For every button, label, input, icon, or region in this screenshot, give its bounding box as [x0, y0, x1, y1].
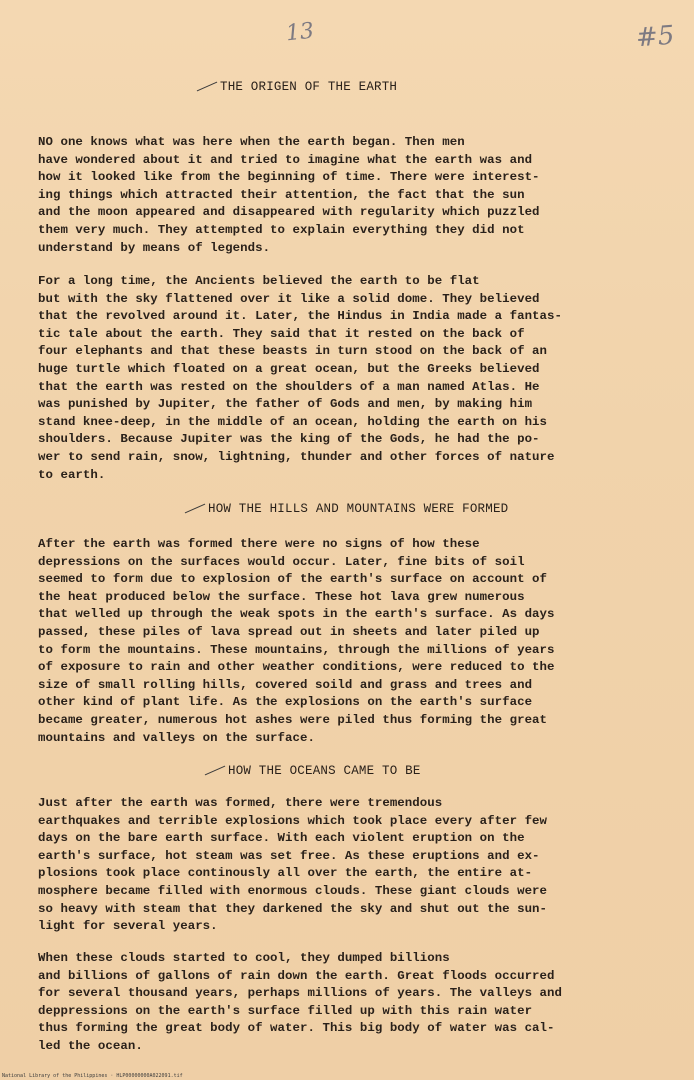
text-line: days on the bare earth surface. With each violent eruption on the	[38, 831, 525, 846]
text-line: NO one knows what was here when the earth began. Then men	[38, 135, 465, 149]
text-line: deppressions on the earth's surface filled up with this rain water	[38, 1003, 533, 1018]
text-line: was punished by Jupiter, the father of Gods and men, by making him	[38, 397, 533, 412]
text-line: for several thousand years, perhaps millions of years. The valleys and	[38, 986, 562, 1001]
text-line: passed, these piles of lava spread out in sheets and later piled up	[38, 624, 540, 639]
pencil-tick-mark	[197, 82, 218, 92]
text-line: depressions on the surfaces would occur. Later, fine bits of soil	[38, 554, 525, 569]
text-line: earthquakes and terrible explosions which took place every after few	[38, 813, 548, 828]
section-heading-hills	[184, 502, 508, 516]
text-line: plosions took place continously all over the earth, the entire at-	[38, 866, 533, 881]
text-line: that the earth was rested on the shoulders of a man named Atlas. He	[38, 379, 540, 394]
text-line: but with the sky flattened over it like a solid dome. They believed	[38, 291, 540, 306]
text-line: light for several years.	[38, 919, 218, 934]
text-line: For a long time, the Ancients believed the earth to be flat	[38, 274, 480, 288]
paragraph-ancient-beliefs	[38, 273, 650, 484]
text-line: so heavy with steam that they darkened the sky and shut out the sun-	[38, 901, 548, 916]
text-line: them very much. They attempted to explain everything they did not	[38, 222, 525, 237]
text-line: that welled up through the weak spots in the earth's surface. As days	[38, 607, 555, 622]
text-line: led the ocean.	[38, 1038, 143, 1053]
text-line: mosphere became filled with enormous clouds. These giant clouds were	[38, 883, 548, 898]
text-line: other kind of plant life. As the explosions on the earth's surface	[38, 695, 533, 710]
section-heading-hills-text: HOW THE HILLS AND MOUNTAINS WERE FORMED	[208, 502, 509, 516]
text-line: understand by means of legends.	[38, 240, 271, 255]
paragraph-hills-mountains	[38, 536, 650, 747]
text-line: huge turtle which floated on a great ocean, but the Greeks believed	[38, 361, 540, 376]
text-line: the heat produced below the surface. These hot lava grew numerous	[38, 589, 525, 604]
title-heading	[196, 80, 397, 94]
text-line: to earth.	[38, 467, 106, 482]
text-line: of exposure to rain and other weather conditions, were reduced to the	[38, 660, 555, 675]
text-line: seemed to form due to explosion of the earth's surface on account of	[38, 572, 548, 587]
text-line: tic tale about the earth. They said that it rested on the back of	[38, 326, 525, 341]
section-heading-oceans-text: HOW THE OCEANS CAME TO BE	[228, 764, 421, 778]
text-line: When these clouds started to cool, they dumped billions	[38, 951, 450, 965]
text-line: how it looked like from the beginning of time. There were interest-	[38, 170, 540, 185]
text-line: became greater, numerous hot ashes were piled thus forming the great	[38, 712, 548, 727]
text-line: After the earth was formed there were no signs of how these	[38, 537, 480, 551]
text-line: stand knee-deep, in the middle of an ocean, holding the earth on his	[38, 414, 548, 429]
pencil-tick-mark	[185, 504, 206, 514]
title-heading-text: THE ORIGEN OF THE EARTH	[220, 80, 398, 94]
text-line: to form the mountains. These mountains, through the millions of years	[38, 642, 555, 657]
text-line: shoulders. Because Jupiter was the king of the Gods, he had the po-	[38, 432, 540, 447]
paragraph-oceans-formation	[38, 795, 650, 936]
text-line: have wondered about it and tried to imagine what the earth was and	[38, 152, 533, 167]
paragraph-origin-intro	[38, 134, 650, 257]
text-line: four elephants and that these beasts in turn stood on the back of an	[38, 344, 548, 359]
text-line: mountains and valleys on the surface.	[38, 730, 315, 745]
text-line: Just after the earth was formed, there were tremendous	[38, 796, 443, 810]
archive-footer: National Library of the Philippines · HLP00000000A022091.tif	[2, 1073, 183, 1079]
text-line: size of small rolling hills, covered soild and grass and trees and	[38, 677, 533, 692]
paragraph-clouds-rain	[38, 950, 650, 1056]
text-line: thus forming the great body of water. This big body of water was cal-	[38, 1021, 555, 1036]
text-line: and billions of gallons of rain down the earth. Great floods occurred	[38, 968, 555, 983]
text-line: that the revolved around it. Later, the Hindus in India made a fantas-	[38, 309, 562, 324]
handwritten-corner-mark: #5	[635, 20, 676, 54]
text-line: ing things which attracted their attention, the fact that the sun	[38, 187, 525, 202]
section-heading-oceans	[204, 764, 421, 778]
text-line: earth's surface, hot steam was set free. As these eruptions and ex-	[38, 848, 540, 863]
text-line: wer to send rain, snow, lightning, thunder and other forces of nature	[38, 449, 555, 464]
text-line: and the moon appeared and disappeared with regularity which puzzled	[38, 205, 540, 220]
handwritten-page-number: 13	[284, 18, 316, 47]
pencil-tick-mark	[205, 766, 226, 776]
